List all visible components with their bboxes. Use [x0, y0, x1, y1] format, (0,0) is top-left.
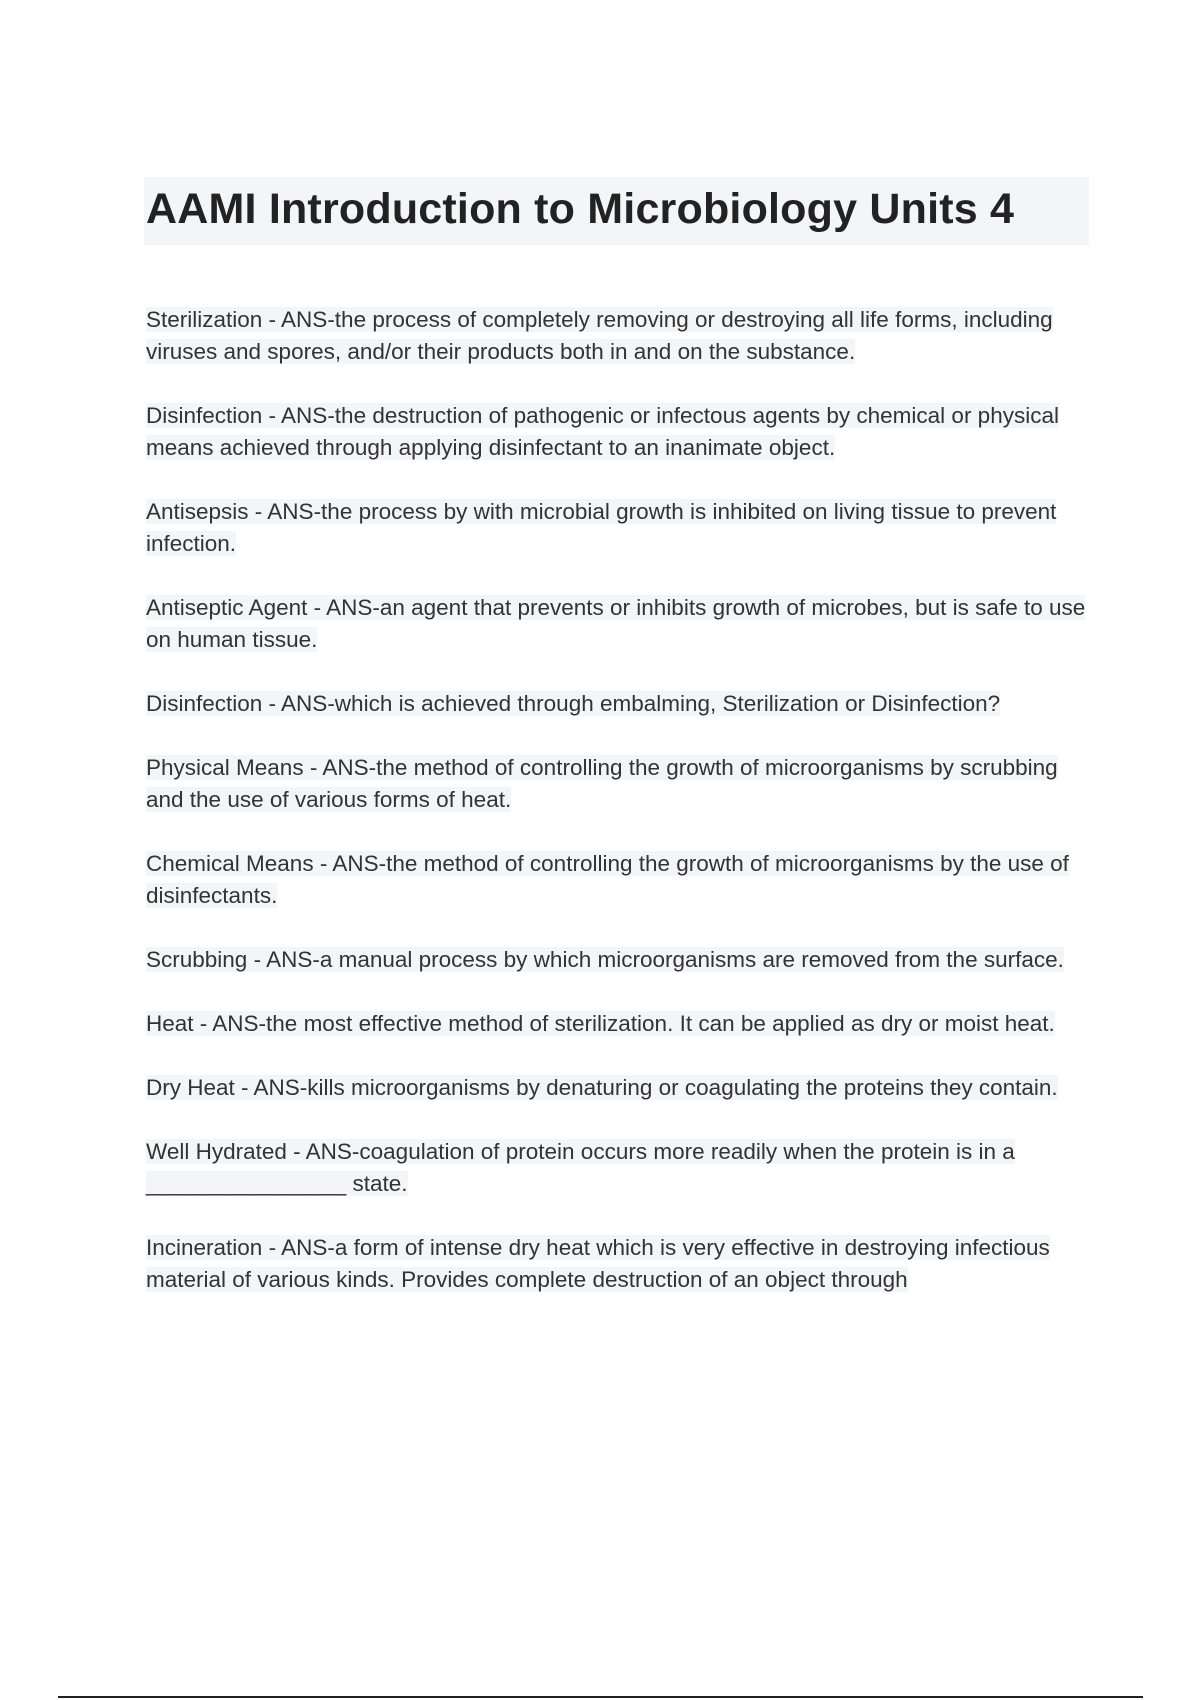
entry-text: Sterilization - ANS-the process of completely removing or destroying all life forms, including viruses and spores, and/or their products both in and on the substance. [146, 307, 1053, 364]
entry-text: Heat - ANS-the most effective method of sterilization. It can be applied as dry or moist heat. [146, 1011, 1055, 1036]
flashcard-entry [146, 400, 1086, 464]
flashcard-entry [146, 1008, 1086, 1040]
entry-text: Dry Heat - ANS-kills microorganisms by denaturing or coagulating the proteins they contain. [146, 1075, 1058, 1100]
flashcard-list [146, 304, 1086, 1328]
flashcard-entry [146, 592, 1086, 656]
entry-text: Antisepsis - ANS-the process by with microbial growth is inhibited on living tissue to prevent infection. [146, 499, 1057, 556]
flashcard-entry [146, 688, 1086, 720]
document-title: AAMI Introduction to Microbiology Units 4 [146, 185, 1015, 233]
flashcard-entry [146, 1136, 1086, 1200]
entry-text: Disinfection - ANS-the destruction of pathogenic or infectous agents by chemical or physical means achieved through applying disinfectant to an inanimate object. [146, 403, 1059, 460]
flashcard-entry [146, 304, 1086, 368]
flashcard-entry [146, 496, 1086, 560]
flashcard-entry [146, 1072, 1086, 1104]
entry-text: Antiseptic Agent - ANS-an agent that prevents or inhibits growth of microbes, but is safe to use on human tissue. [146, 595, 1086, 652]
entry-text: Incineration - ANS-a form of intense dry heat which is very effective in destroying infectious material of various kinds. Provides complete destruction of an object through [146, 1235, 1050, 1292]
entry-text: Chemical Means - ANS-the method of controlling the growth of microorganisms by the use of disinfectants. [146, 851, 1069, 908]
entry-text: Well Hydrated - ANS-coagulation of protein occurs more readily when the protein is in a ________________ state. [146, 1139, 1015, 1196]
flashcard-entry [146, 848, 1086, 912]
page-bottom-rule [58, 1696, 1143, 1698]
flashcard-entry [146, 944, 1086, 976]
flashcard-entry [146, 752, 1086, 816]
entry-text: Disinfection - ANS-which is achieved through embalming, Sterilization or Disinfection? [146, 691, 1001, 716]
flashcard-entry [146, 1232, 1086, 1296]
entry-text: Scrubbing - ANS-a manual process by which microorganisms are removed from the surface. [146, 947, 1064, 972]
entry-text: Physical Means - ANS-the method of controlling the growth of microorganisms by scrubbing and the use of various forms of heat. [146, 755, 1058, 812]
